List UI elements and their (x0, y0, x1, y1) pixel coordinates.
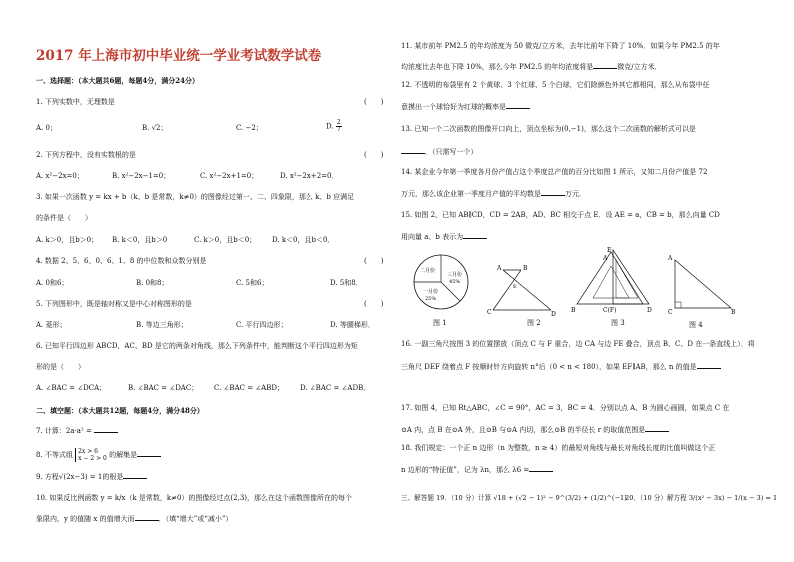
section2-header: 二、填空题：（本大题共12题，每题4分，满分48分） (36, 406, 204, 415)
section1-header: 一、选择题：（本大题共6题，每题4分，满分24分） (36, 76, 199, 85)
figure-1-pie-chart (411, 252, 471, 312)
q1-option-c: C. −2； (236, 124, 263, 132)
svg-text:E: E (607, 247, 612, 254)
q2-paren: ( ) (364, 151, 384, 159)
q13-line1: 13. 已知一个二次函数的图像开口向上，顶点坐标为(0,−1)，那么这个二次函数的解析式可以是 (401, 125, 696, 133)
pie-label-mar: 三月份 (447, 272, 463, 278)
q2-option-a: A. x²−2x=0； (36, 172, 84, 180)
svg-text:A: A (603, 255, 608, 262)
q6-option-c: C. ∠BAC = ∠ABD； (214, 384, 284, 392)
q3-stem-line2: 的条件是（ ） (36, 214, 92, 222)
q1-option-b: B. √2； (142, 124, 168, 132)
q15-line2: 用向量 a、b 表示为 (401, 231, 487, 242)
figure-3-caption: 图 3 (611, 319, 625, 327)
q7-answer-blank[interactable] (94, 425, 118, 433)
q14-answer-blank[interactable] (541, 188, 565, 196)
q13-line2: ．（只需写一个） (401, 146, 478, 157)
q11-line2: 均浓度比去年也下降 10%，那么今年 PM2.5 的年均浓度将是 微克/立方米． (401, 63, 662, 71)
pie-value-jan: 25% (425, 296, 437, 302)
q5-option-b: B. 等边三角形； (136, 321, 188, 329)
q3-option-b: B. k＜0，且b＞0 (112, 236, 168, 244)
q3-option-c: C. k＞0，且b＜0； (194, 236, 257, 244)
svg-text:B: B (571, 307, 576, 314)
q11-line1: 11. 某市前年 PM2.5 的年均浓度为 50 微克/立方米，去年比前年下降了 10%．如果今年 PM2.5 的年 (401, 42, 720, 50)
q14-line1: 14. 某企业今年第一季度各月份产值占这个季度总产值的百分比如图 1 所示，又知二月份产值是 72 (401, 168, 708, 176)
q1-option-a: A. 0； (36, 124, 57, 132)
q2-option-d: D. x²−2x+2=0． (280, 172, 339, 180)
q4-option-a: A. 0和6； (36, 279, 69, 287)
q5-option-d: D. 等腰梯形． (330, 321, 375, 329)
q6-stem-line2: 形的是（ ） (36, 363, 85, 371)
q10-answer-blank[interactable] (135, 513, 159, 521)
q8: 8. 不等式组 2x > 6 x − 2 > 0 的解集是 (36, 448, 161, 462)
q18-answer-blank[interactable] (529, 464, 553, 472)
q1-paren: ( ) (364, 98, 384, 106)
q9-answer-blank[interactable] (123, 471, 147, 479)
q6-option-a: A. ∠BAC = ∠DCA； (36, 384, 107, 392)
figure-4-right-triangle (665, 252, 741, 316)
svg-text:C(F): C(F) (603, 307, 617, 314)
q5-option-c: C. 平行四边形； (236, 321, 288, 329)
q2-option-c: C. x²−2x+1=0； (200, 172, 259, 180)
svg-text:A: A (668, 255, 673, 262)
q9: 9. 方程√(2x−3) = 1的根是 (36, 471, 147, 482)
q10-line2: 象限内，y 的值随 x 的值增大而 ．（填“增大”或“减小”） (36, 515, 233, 523)
q16-line2: 三角尺 DEF 绕着点 F 按顺时针方向旋转 n°后（0 < n < 180），如果 EF∥AB，那么 n 的值是 (401, 361, 721, 372)
svg-text:C: C (487, 309, 492, 316)
q18-line1: 18. 我们规定：一个正 n 边形（n 为整数，n ≥ 4）的最短对角线与最长对角线长度的比值叫做这个正 (401, 444, 716, 452)
q12-line2: 意摸出一个球恰好为红球的概率是 (401, 101, 530, 112)
q20: 20．（10 分）解方程 3/(x² − 3x) − 1/(x − 3) = 1 (625, 494, 778, 502)
q4-option-d: D. 5和8． (330, 279, 363, 287)
q7: 7. 计算：2a·a² = (36, 425, 118, 436)
q18-line2: n 边形的“特征值”，记为 λn，那么 λ6 = (401, 464, 553, 475)
q15-answer-blank[interactable] (463, 231, 487, 239)
q2-stem: 2. 下列方程中，没有实数根的是 (36, 151, 136, 159)
q3-option-d: D. k＜0，且b＜0． (272, 236, 335, 244)
q3-stem-line1: 3. 如果一次函数 y = kx + b（k、b 是常数，k≠0）的图像经过第一、二、四象限，那么 k、b 应满足 (36, 193, 355, 201)
figure-2-caption: 图 2 (527, 319, 541, 327)
q1-option-d: D. $\frac{2}{7}$ (326, 119, 341, 133)
q4-paren: ( ) (364, 257, 384, 265)
svg-text:B: B (523, 265, 528, 272)
q4-stem: 4. 数据 2、5、6、0、6、1、8 的中位数和众数分别是 (36, 257, 207, 265)
q4-option-b: B. 0和8； (136, 279, 169, 287)
figure-3-set-squares (567, 246, 657, 316)
svg-text:B: B (731, 309, 736, 316)
q14-line2: 万元，那么该企业第一季度月产值的平均数是 万元． (401, 190, 586, 198)
q8-answer-blank[interactable] (137, 449, 161, 457)
q1-stem: 1. 下列实数中，无理数是 (36, 98, 115, 106)
q6-option-d: D. ∠BAC = ∠ADB． (300, 384, 371, 392)
figure-2-diagram (485, 262, 557, 318)
pie-label-feb: 二月份 (420, 268, 436, 274)
q19: 三、解答题 19．（10 分）计算 √18 + (√2 − 1)² − 9^(3/2) + (1/2)^(−1) (401, 494, 627, 502)
q6-stem-line1: 6. 已知平行四边形 ABCD，AC、BD 是它的两条对角线，那么下列条件中，能判断这个平行四边形为矩 (36, 342, 358, 350)
q5-option-a: A. 菱形； (36, 321, 67, 329)
q3-option-a: A. k＞0，且b＞0； (36, 236, 99, 244)
q5-stem: 5. 下列图形中，既是轴对称又是中心对称图形的是 (36, 300, 192, 308)
q12-line1: 12. 不透明的布袋里有 2 个黄球、3 个红球、5 个白球，它们除颜色外其它都相同，那么从布袋中任 (401, 81, 710, 89)
pie-label-jan: 一月份 (423, 289, 439, 295)
q17-line1: 17. 如图 4，已知 Rt△ABC，∠C = 90°，AC = 3，BC = 4．分别以点 A、B 为圆心画圆，如果点 C 在 (401, 404, 730, 412)
figure-4-caption: 图 4 (689, 321, 703, 329)
q17-line2: ⊙A 内，点 B 在⊙A 外，且⊙B 与⊙A 内切，那么⊙B 的半径长 r 的取值范围是 (401, 424, 669, 435)
q11-answer-blank[interactable] (593, 61, 617, 69)
svg-text:D: D (647, 307, 652, 314)
svg-text:C: C (668, 309, 673, 316)
q5-paren: ( ) (364, 300, 384, 308)
q6-option-b: B. ∠BAC = ∠DAC； (128, 384, 199, 392)
q16-line1: 16. 一副三角尺按图 3 的位置摆放（顶点 C 与 F 重合，边 CA 与边 FE 叠合，顶点 B、C、D 在一条直线上）．将 (401, 340, 755, 348)
page-title: 2017 年上海市初中毕业统一学业考试数学试卷 (36, 48, 322, 64)
svg-text:E: E (513, 284, 517, 290)
q4-option-c: C. 5和6； (236, 279, 269, 287)
q17-answer-blank[interactable] (645, 424, 669, 432)
svg-text:A: A (497, 265, 502, 272)
q15-line1: 15. 如图 2，已知 AB∥CD，CD = 2AB，AD、BC 相交于点 E．设 AE = a，CB = b，那么向量 CD (401, 211, 720, 219)
pie-value-mar: 45% (449, 279, 461, 285)
svg-text:D: D (551, 311, 556, 318)
figure-1-caption: 图 1 (433, 319, 447, 327)
q13-answer-blank[interactable] (401, 146, 425, 154)
q16-answer-blank[interactable] (697, 361, 721, 369)
q12-answer-blank[interactable] (506, 101, 530, 109)
q10-line1: 10. 如果反比例函数 y = k/x（k 是常数，k≠0）的图像经过点(2,3)，那么在这个函数图像所在的每个 (36, 494, 353, 502)
q2-option-b: B. x²−2x−1=0； (112, 172, 171, 180)
